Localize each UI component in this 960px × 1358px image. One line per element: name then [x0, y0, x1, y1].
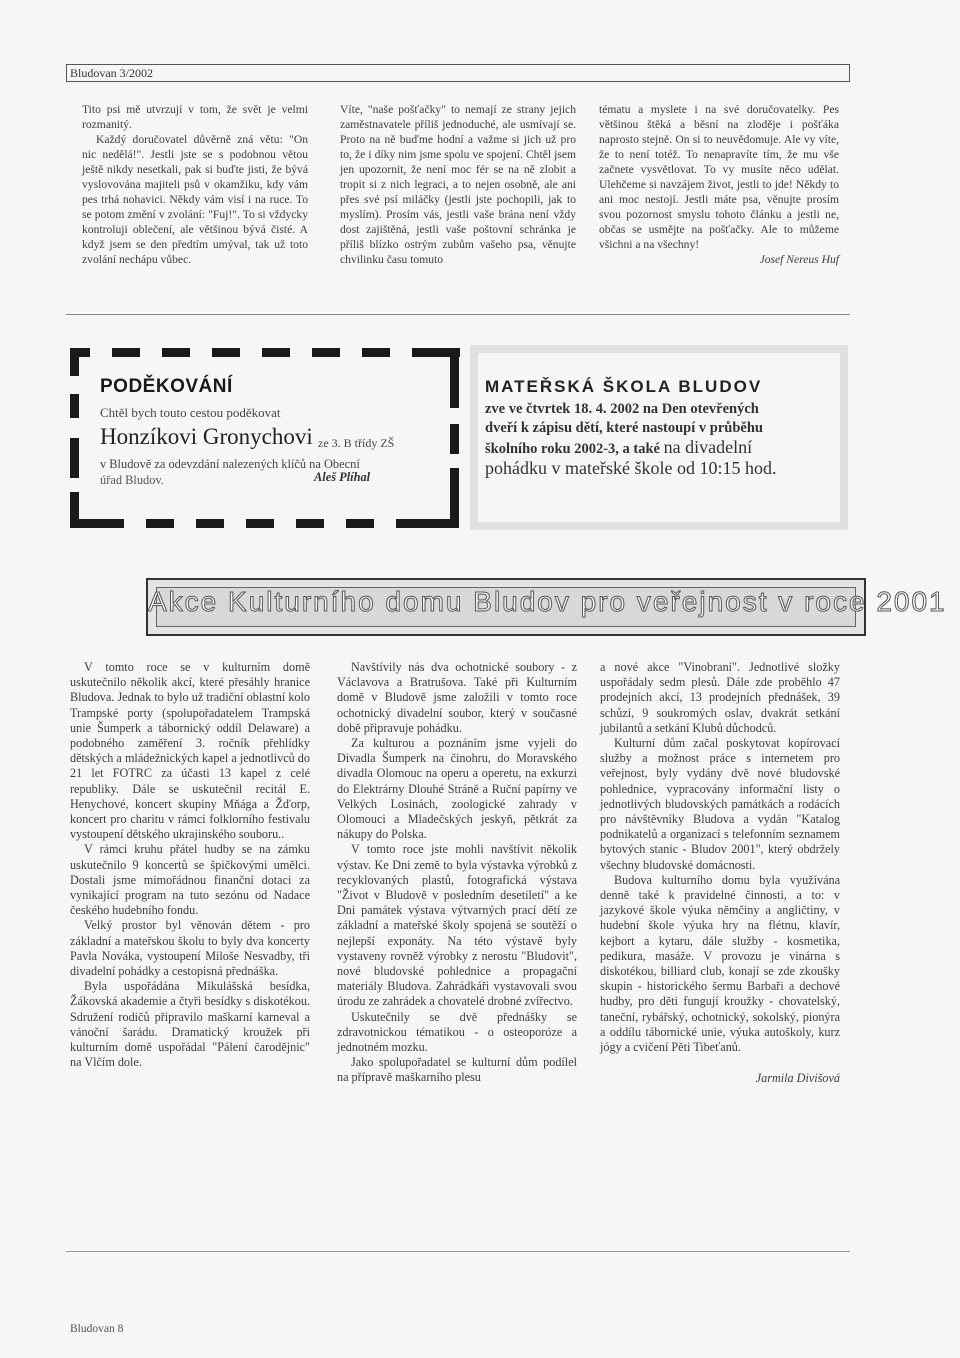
paragraph: V rámci kruhu přátel hudby se na zámku uskutečnilo 9 koncertů se špičkovými umělci. Dostali jsme mimořádnou finanční dotaci za vynikající program na tuto sezónu od Nadace českého hudebního fondu. [70, 842, 310, 918]
thanks-line: Chtěl bych touto cestou poděkovat [100, 405, 281, 420]
faint-frame-top [470, 345, 848, 353]
frame-dash [70, 394, 79, 418]
frame-dash [450, 348, 459, 408]
school-announcement [485, 400, 835, 478]
thanks-title: PODĚKOVÁNÍ [100, 376, 233, 397]
thanks-class: ze 3. B třídy ZŠ [318, 436, 395, 450]
top-column-2 [340, 102, 576, 267]
frame-dash [362, 348, 390, 357]
frame-dash [70, 519, 124, 528]
thanks-line: v Bludově za odevzdání nalezených klíčů na Obecní [100, 457, 360, 471]
frame-dash [262, 348, 290, 357]
frame-dash [296, 519, 324, 528]
paragraph: Kulturní dům začal poskytovat kopírovací služby a možnost práce s internetem pro veřejnost, byly vydány dvě nové bludovské pohlednice, vypracovány informační listy o jednotlivých bludovských památkách a rodácích pro návštěvníky Bludova a vydán "Katalog podnikatelů a organizací s telefonním seznamem bytových stanic - Bludov 2001", který obdržely všechny bludovské domácnosti. [600, 736, 840, 872]
paragraph: Budova kulturního domu byla využívána denně také k pravidelné činnosti, a to: v jazykové škole výuka němčiny a angličtiny, v hudební škole výuka hry na flétnu, klavír, kejbort a kytaru, dále služby - kosmetika, pedikura, masáže. V provozu je vinárna s diskotékou, billiard club, konají se zde zkoušky skupin - historického šermu Barbaři a dechové hudby, pro děti fungují kroužky - chovatelský, taneční, rybářský, ochotnický, sokolský, pionýra a oddílu tábornické unie, výuka autoškoly, kurz jógy a cvičení Pěti Tibeťanů. [600, 872, 840, 1055]
school-line: pohádku v mateřské škole od 10:15 hod. [485, 458, 777, 478]
school-line: dveří k zápisu dětí, které nastoupí v průběhu [485, 420, 763, 436]
frame-dash [212, 348, 240, 357]
article-column-3 [600, 660, 840, 1086]
article-column-2 [337, 660, 577, 1086]
header-bar [66, 64, 850, 82]
faint-frame-left [470, 345, 478, 530]
section-divider [66, 314, 850, 315]
frame-dash [246, 519, 274, 528]
frame-dash [70, 348, 79, 376]
paragraph: Velký prostor byl věnován dětem - pro základní a mateřskou školu to byly dva koncerty Pavla Nováka, vystoupení Miloše Nesvadby, tři divadelní pohádky a cestopisná přednáška. [70, 918, 310, 979]
paragraph: Navštívily nás dva ochotnické soubory - z Václavova a Bratrušova. Také při Kulturním domě v Bludově jsme založili v tomto roce ochotnický divadelní soubor, který v současné době připravuje pohádku. [337, 660, 577, 735]
paragraph: Víte, "naše pošťačky" to nemají ze strany jejich zaměstnavatele příliš jednoduché, ale usmívají se. Proto na ně buďme hodní a važme si jich už pro to, že i díky nim jsme spolu ve spojení. Chtěl jsem jen upozornit, že není moc fér se na ně zlobit a tropit si z nich legraci, a to nejen osobně, ale ani přes své psí miláčky (jestli jste pochopili, jak to myslím). Prosím vás, jestli vaše brána není vždy dost zajištěná, jestli vaše poštovní schránka je příliš blízko ostrým zubům vašeho psa, věnujte chvilinku času tomuto [340, 103, 576, 266]
school-line-emph: na divadelní [663, 437, 753, 457]
paragraph: a nové akce "Vinobraní". Jednotlivé složky uspořádaly sedm plesů. Dále zde proběhlo 47 prodejních akcí, 13 prodejních přednášek, 39 schůzí, 9 soukromých oslav, dvakrát setkání jubilantů a setkání Klubů důchodců. [600, 660, 840, 735]
top-column-1 [82, 102, 308, 267]
paragraph: Za kulturou a poznáním jsme vyjeli do Divadla Šumperk na činohru, do Moravského divadla Olomouc na operu a operetu, na exkurzi do Elektrárny Dlouhé Stráně a Ruční papírny ve Velkých Losinách, zoologické zahrady v Olomouci a Mladečských jeskyň, pětkrát za nákupy do Polska. [337, 736, 577, 842]
article-column-1 [70, 660, 310, 1070]
paragraph: Každý doručovatel důvěrně zná větu: "On nic nedělá!". Jestli jste se s podobnou větou ještě nikdy nesetkali, pak si buďte jisti, že bývá vyslovována majiteli psů v okamžiku, kdy vám pes trhá nohavici. Někdy vám visí i na ruce. To se potom změní v zvolání: "Fuj!". To si vždycky kontroluji oblečení, ale většinou bývá čisté. A když jsem se den předtím umýval, tak už toto zvolání nechápu vůbec. [82, 133, 308, 266]
faint-frame-right [840, 345, 848, 530]
frame-dash [162, 348, 190, 357]
paragraph: Jako spolupořadatel se kulturní dům podílel na přípravě maškarního plesu [337, 1055, 577, 1085]
thanks-signature: Aleš Plíhal [314, 470, 371, 484]
faint-frame-bottom [470, 522, 848, 530]
issue-label: Bludovan 3/2002 [70, 66, 153, 80]
paragraph: Tito psi mě utvrzují v tom, že svět je velmi rozmanitý. [82, 103, 308, 131]
paragraph: tématu a myslete i na své doručovatelky. Pes většinou štěká a běsní na zloděje i pošťáka naprosto stejně. On si to neuvědomuje. Ale vy víte, že to není totéž. To nenapravíte tím, že mu vše začnete vysvětlovat. To vy musíte něco udělat. Ulehčeme si navzájem život, jestli to jde! Někdy to ani moc nestojí. Jestli máte psa, věnujte prosím svou pozornost smyslu tohoto článku a jestli ne, občas se usmějte na pošťačky. Ale to můžeme všichni a na všechny! [599, 103, 839, 251]
footer-divider [66, 1251, 850, 1252]
frame-dash [346, 519, 374, 528]
thanks-line: úřad Bludov. [100, 473, 164, 487]
article-banner [146, 578, 947, 636]
frame-dash [146, 519, 174, 528]
frame-dash [312, 348, 340, 357]
frame-dash [112, 348, 140, 357]
thanks-name: Honzíkovi Gronychovi [100, 424, 313, 449]
signature-huf: Josef Nereus Huf [759, 253, 839, 266]
paragraph: V tomto roce se v kulturním domě uskutečnilo několik akcí, které přesáhly hranice Bludova. Jednak to bylo už tradiční oblastní kolo Trampské porty (spolupořadatelem Trampská unie Šumperk a tábornický oddíl Delaware) a podobného zaměření 3. ročník přehlídky dětských a mládežnických kapel a jednotlivců do 21 let FOTRC za účasti 13 kapel z celé republiky. Dále se uskutečnil recitál E. Henychové, koncert skupiny Mňága a Žďorp, koncert pro charitu v rámci folklorního festivalu vystoupení dětského ukrajinského souboru.. [70, 660, 310, 842]
page-footer: Bludovan 8 [70, 1323, 124, 1335]
school-line: školního roku 2002-3, a také [485, 441, 660, 457]
paragraph: Byla uspořádána Mikulášská besídka, Žákovská akademie a čtyři besídky s diskotékou. Sdružení rodičů připravilo maškarní karneval a vánoční šarádu. Dramatický kroužek při kulturním domě uspořádal "Pálení čarodějnic" na Vlčím dole. [70, 979, 310, 1070]
frame-dash [450, 424, 459, 454]
article-title: Akce Kulturního domu Bludov pro veřejnost v roce 2001 [148, 586, 947, 617]
frame-dash [70, 438, 79, 478]
paragraph: Uskutečnily se dvě přednášky se zdravotnickou tématikou - o osteoporóze a jednotném mozku. [337, 1009, 577, 1055]
frame-dash [196, 519, 224, 528]
top-column-3 [599, 102, 839, 267]
school-line: zve ve čtvrtek 18. 4. 2002 na Den otevřených [485, 401, 759, 417]
paragraph: V tomto roce jste mohli navštívit několik výstav. Ke Dni země to byla výstavka výrobků z recyklovaných plastů, fotografická výstava "Život v Bludově v posledním desetiletí" a ke Dni památek výstava výtvarných prací dětí ze základní a mateřské školy spojená se soutěží o nejlepší exponáty. Na této výstavě byly vystaveny rovněž výrobky z nerostu "Bludovit", nové bludovské pohlednice a propagační materiály Bludova. Zahrádkáři vystavovali svou úrodu ze zahrádek a chovatelé drobné zvířectvo. [337, 842, 577, 1009]
school-title: MATEŘSKÁ ŠKOLA BLUDOV [485, 377, 763, 396]
frame-dash [396, 519, 459, 528]
signature-divisova: Jarmila Divišová [755, 1071, 840, 1086]
